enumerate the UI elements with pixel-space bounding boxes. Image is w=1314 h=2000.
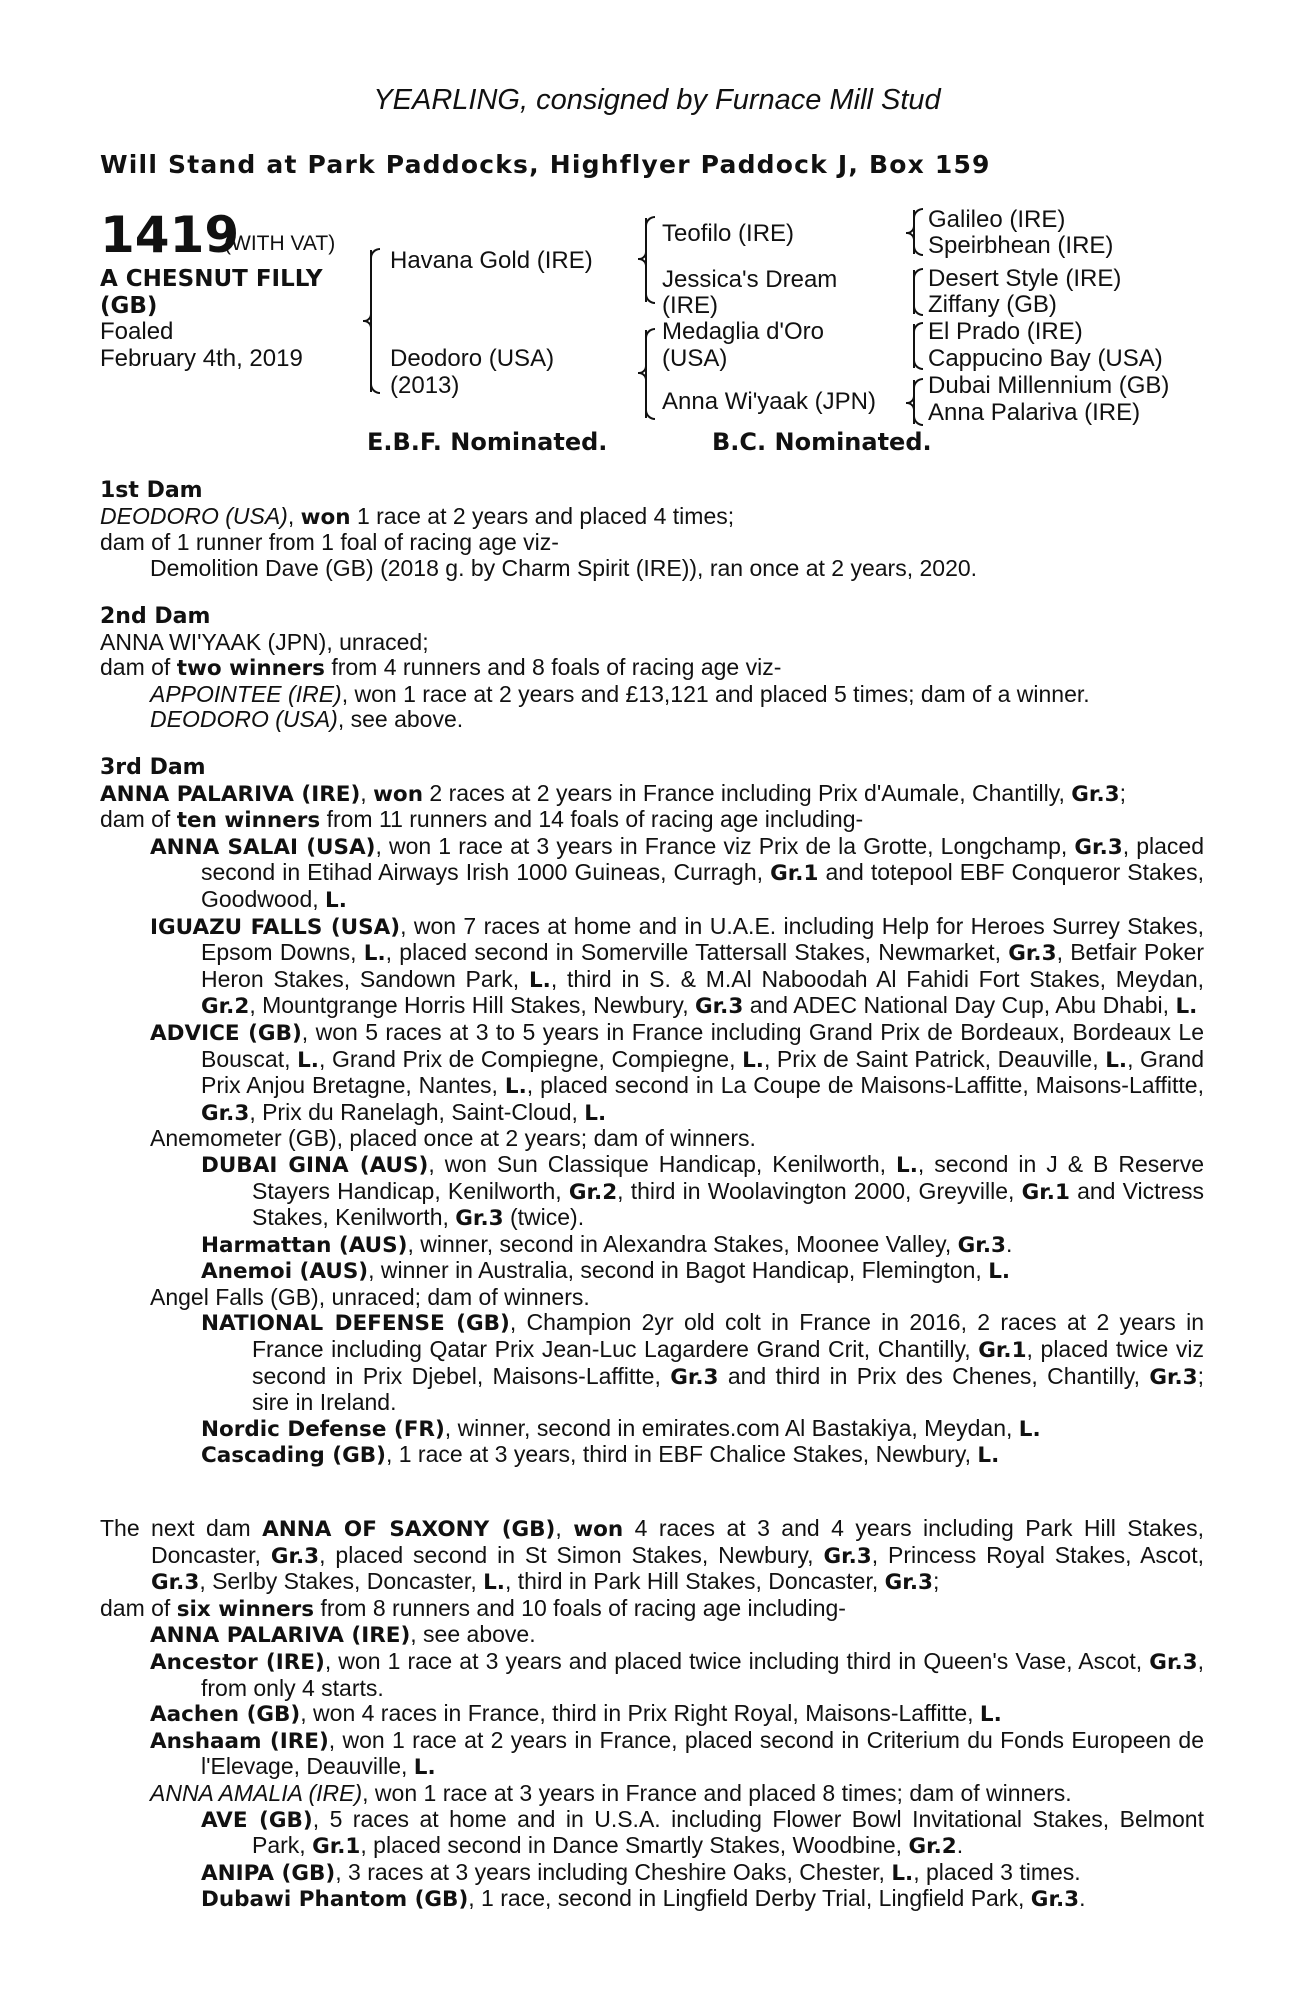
text: , won 1 race at 2 years and £13,121 and placed 5 times; dam of a winner. [341, 680, 1090, 707]
bold-text: L. [363, 941, 386, 967]
second-dam-section [100, 604, 1204, 733]
text: , Prix de Saint Patrick, Deauville, [763, 1045, 1106, 1072]
text: ; [932, 1568, 940, 1595]
text: , 1 race, second in Lingfield Derby Trial, Lingfield Park, [468, 1885, 1031, 1912]
pedigree-brace-2a [645, 218, 655, 302]
text: , Betfair Poker Heron Stakes, Sandown Park, [201, 939, 1205, 992]
first-dam-section [100, 478, 1204, 581]
text: and totepool EBF Conqueror Stakes, Goodwood, [201, 859, 1204, 912]
dam-sire-dam: Cappucino Bay (USA) [928, 345, 1163, 372]
text: . [1079, 1885, 1086, 1912]
bold-text: Gr.3 [670, 1364, 719, 1390]
ebf-nomination: E.B.F. Nominated. [367, 428, 608, 456]
next-dam-section [100, 1516, 1204, 1913]
bold-text: Gr.3 [957, 1232, 1006, 1258]
bold-text: Gr.3 [1071, 781, 1120, 807]
bold-text: L. [1105, 1047, 1128, 1073]
first-dam-heading: 1st Dam [100, 478, 203, 503]
text: , placed second in Etihad Airways Irish 1000 Guineas, Curragh, [201, 832, 1205, 886]
pedigree-brace-1 [370, 250, 380, 392]
pedigree-entry [100, 1596, 1204, 1623]
text: The next dam [100, 1515, 263, 1541]
bold-text: Gr.2 [908, 1834, 957, 1860]
bold-text: Anshaam (IRE) [150, 1728, 329, 1754]
text: , [555, 1515, 574, 1541]
dam-year: (2013) [390, 372, 460, 399]
dam-dam: Anna Wi'yaak (JPN) [662, 388, 876, 415]
third-dam-section [100, 755, 1204, 1469]
pedigree-brace-3c [913, 324, 923, 368]
pedigree-entry [100, 1649, 1204, 1701]
bold-text: won [373, 781, 424, 807]
bold-text: Gr.2 [201, 994, 250, 1020]
third-dam-entries [100, 781, 1204, 1469]
bold-text: IGUAZU FALLS (USA) [150, 914, 401, 940]
sire-sire: Teofilo (IRE) [662, 220, 795, 247]
dam-dam-dam: Anna Palariva (IRE) [928, 399, 1141, 426]
second-dam-heading: 2nd Dam [100, 604, 211, 629]
italic-text: DEODORO (USA) [150, 706, 338, 733]
bold-text: L. [896, 1152, 918, 1178]
foaled-label: Foaled [100, 318, 174, 345]
second-dam-line: ANNA WI'YAAK (JPN), unraced; [100, 628, 429, 655]
bold-text: L. [297, 1047, 319, 1073]
bold-text: L. [325, 887, 347, 913]
bold-text: Gr.3 [695, 994, 744, 1020]
text: ; [1119, 779, 1126, 806]
third-dam-heading: 3rd Dam [100, 755, 206, 780]
bold-text: won [300, 504, 351, 530]
bold-text: ANNA PALARIVA (IRE) [150, 1623, 411, 1649]
text: . [1005, 1230, 1013, 1257]
text: , winner, second in emirates.com Al Bastakiya, Meydan, [444, 1414, 1019, 1441]
bold-text: L. [1018, 1416, 1041, 1442]
bold-text: ANIPA (GB) [201, 1860, 336, 1886]
text: , placed second in La Coupe de Maisons-Laffitte, Maisons-Laffitte, [526, 1072, 1204, 1099]
bold-text: Gr.1 [312, 1834, 361, 1860]
text: , placed second in Dance Smartly Stakes, Woodbine, [360, 1832, 909, 1859]
bold-text: Gr.3 [1149, 1649, 1198, 1675]
dam: Deodoro (USA) [390, 345, 555, 372]
bold-text: L. [528, 967, 551, 993]
text: , won 4 races in France, third in Prix Right Royal, Maisons-Laffitte, [300, 1700, 980, 1727]
text: , Serlby Stakes, Doncaster, [199, 1568, 484, 1595]
bold-text: Gr.3 [201, 1100, 250, 1126]
sire-sire-sire: Galileo (IRE) [928, 206, 1066, 233]
pedigree-entry [100, 834, 1204, 914]
pedigree-entry [100, 1886, 1204, 1913]
text: , see above. [337, 706, 464, 733]
text: , [360, 779, 374, 806]
sire-dam-sire: Desert Style (IRE) [928, 265, 1122, 292]
text: , placed second in Somerville Tattersall Stakes, Newmarket, [385, 939, 1009, 966]
bold-text: Anemoi (AUS) [201, 1259, 369, 1285]
pedigree-entry [100, 1416, 1204, 1443]
pedigree-entry [100, 914, 1204, 1020]
pedigree-brace-3d [913, 380, 923, 424]
bold-text: L. [977, 1443, 1000, 1469]
text: from 4 runners and 8 foals of racing age viz- [324, 654, 782, 681]
text: , see above. [410, 1621, 536, 1648]
pedigree-entry [100, 1728, 1204, 1781]
lot-number: 1419 [100, 206, 240, 264]
text: Anemometer (GB), placed once at 2 years; dam of winners. [150, 1125, 756, 1152]
second-dam-produce [100, 655, 1204, 682]
bold-text: Harmattan (AUS) [201, 1232, 408, 1258]
text: dam of [100, 654, 177, 681]
pedigree-entry [100, 1310, 1204, 1415]
text: , second in J & B Reserve Stayers Handicap, Kenilworth, [252, 1150, 1205, 1204]
bold-text: Gr.3 [1030, 1887, 1080, 1913]
text: (twice). [503, 1204, 585, 1231]
text: , [287, 502, 301, 529]
pedigree-entry [100, 1258, 1204, 1285]
venue-line: Will Stand at Park Paddocks, Highflyer Paddock J, Box 159 [100, 150, 991, 179]
italic-text: APPOINTEE (IRE) [150, 680, 342, 707]
bold-text: AVE (GB) [201, 1807, 313, 1833]
sire: Havana Gold (IRE) [390, 247, 593, 274]
pedigree-brace-3a [913, 210, 923, 254]
italic-text: DEODORO (USA) [100, 502, 288, 529]
pedigree-entry [100, 1781, 1204, 1807]
text: , winner in Australia, second in Bagot Handicap, Flemington, [368, 1257, 989, 1284]
text: , third in S. & M.Al Naboodah Al Fahidi Fort Stakes, Meydan, [550, 965, 1204, 992]
sire-dam-dam: Ziffany (GB) [928, 291, 1057, 318]
text: and Victress Stakes, Kenilworth, [252, 1177, 1205, 1231]
pedigree-entry [100, 781, 1204, 808]
bold-text: won [573, 1517, 624, 1542]
bold-text: Gr.3 [884, 1570, 933, 1596]
text: , winner, second in Alexandra Stakes, Moonee Valley, [407, 1230, 958, 1257]
pedigree-entry [100, 1152, 1204, 1232]
text: from 8 runners and 10 foals of racing age including- [314, 1594, 846, 1621]
bold-text: L. [483, 1570, 505, 1596]
text: , won 1 race at 2 years in France, placed second in Criterium du Fonds Europeen de l'Elevage, Deauville, [201, 1726, 1204, 1780]
pedigree-entry [100, 1516, 1204, 1596]
dam-sire: Medaglia d'Oro [662, 318, 824, 345]
bold-text: Gr.3 [151, 1570, 200, 1596]
text: and ADEC National Day Cup, Abu Dhabi, [743, 992, 1176, 1019]
first-dam-produce: dam of 1 runner from 1 foal of racing age viz- [100, 529, 559, 556]
text: . [956, 1832, 964, 1859]
lot-origin: (GB) [100, 293, 158, 319]
bold-text: ADVICE (GB) [150, 1020, 302, 1046]
second-dam-foal [100, 707, 1204, 733]
text: , won 5 races at 3 to 5 years in France including Grand Prix de Bordeaux, Bordeaux Le Bouscat, [201, 1018, 1204, 1072]
pedigree-entry [100, 1285, 1204, 1311]
first-dam-line [100, 504, 1204, 531]
text: , 1 race at 3 years, third in EBF Chalice Stakes, Newbury, [385, 1441, 978, 1468]
text: , Mountgrange Horris Hill Stakes, Newbury, [249, 992, 695, 1019]
bold-text: Gr.3 [1008, 941, 1057, 967]
bold-text: L. [979, 1702, 1002, 1728]
bold-text: Nordic Defense (FR) [201, 1416, 445, 1442]
sire-sire-dam: Speirbhean (IRE) [928, 232, 1114, 259]
pedigree-entry [100, 1860, 1204, 1887]
text: , placed twice viz second in Prix Djebel, Maisons-Laffitte, [252, 1336, 1204, 1389]
bold-text: ANNA PALARIVA (IRE) [100, 781, 361, 807]
pedigree-entry [100, 1701, 1204, 1728]
bold-text: Gr.1 [978, 1338, 1027, 1364]
bold-text: L. [891, 1860, 914, 1886]
sire-dam-origin: (IRE) [662, 292, 718, 319]
bold-text: L. [413, 1755, 436, 1781]
text: , placed 3 times. [913, 1858, 1081, 1885]
dam-sire-origin: (USA) [662, 345, 728, 372]
bold-text: ANNA SALAI (USA) [150, 834, 376, 860]
text: 4 races at 3 and 4 years including Park Hill Stakes, Doncaster, [151, 1515, 1204, 1568]
text: 2 races at 2 years in France including Prix d'Aumale, Chantilly, [423, 779, 1072, 806]
bold-text: six winners [176, 1596, 315, 1622]
pedigree-entry [100, 1442, 1204, 1469]
bold-text: ten winners [176, 808, 321, 834]
pedigree-entry [100, 1807, 1204, 1860]
bold-text: Aachen (GB) [150, 1702, 301, 1728]
bold-text: two winners [176, 656, 325, 682]
lot-description: A CHESNUT FILLY [100, 266, 323, 292]
bold-text: L. [988, 1259, 1011, 1285]
bold-text: Gr.1 [1021, 1179, 1070, 1205]
text: and third in Prix des Chenes, Chantilly, [718, 1362, 1150, 1389]
bold-text: L. [1175, 994, 1198, 1020]
pedigree-entry [100, 1622, 1204, 1649]
pedigree-brace-3b [913, 270, 923, 314]
text: , won 7 races at home and in U.A.E. including Help for Heroes Surrey Stakes, Epsom Downs, [201, 912, 1204, 966]
pedigree-entry [100, 1020, 1204, 1126]
bold-text: Ancestor (IRE) [150, 1649, 325, 1675]
bold-text: Gr.3 [270, 1543, 320, 1569]
bold-text: Gr.1 [770, 861, 819, 887]
text: , Prix du Ranelagh, Saint-Cloud, [249, 1098, 585, 1125]
text: dam of [100, 806, 177, 833]
bold-text: Gr.2 [568, 1179, 618, 1205]
bold-text: Gr.3 [1149, 1364, 1198, 1390]
vat-label: (WITH VAT) [224, 232, 336, 255]
text: , Grand Prix de Compiegne, Compiegne, [318, 1045, 743, 1072]
bold-text: Dubawi Phantom (GB) [201, 1887, 469, 1913]
bold-text: ANNA OF SAXONY (GB) [262, 1517, 556, 1542]
bold-text: Cascading (GB) [201, 1443, 386, 1469]
text: , from only 4 starts. [201, 1647, 1204, 1701]
text: , third in Woolavington 2000, Greyville, [617, 1177, 1022, 1204]
next-dam-entries [100, 1516, 1204, 1913]
pedigree-entry [100, 1126, 1204, 1152]
dam-dam-sire: Dubai Millennium (GB) [928, 372, 1170, 399]
second-dam-foal [100, 682, 1204, 708]
text: , Princess Royal Stakes, Ascot, [871, 1541, 1205, 1568]
bold-text: L. [504, 1074, 527, 1100]
bold-text: L. [742, 1047, 764, 1073]
page-title: YEARLING, consigned by Furnace Mill Stud [373, 84, 941, 116]
italic-text: ANNA AMALIA (IRE) [150, 1779, 363, 1806]
pedigree-entry [100, 807, 1204, 834]
text: Angel Falls (GB), unraced; dam of winners. [150, 1283, 590, 1310]
foaled-date: February 4th, 2019 [100, 345, 303, 372]
text: , 3 races at 3 years including Cheshire Oaks, Chester, [335, 1858, 892, 1885]
bold-text: Gr.3 [1074, 834, 1123, 860]
text: , won 1 race at 3 years in France and placed 8 times; dam of winners. [362, 1779, 1072, 1806]
bold-text: NATIONAL DEFENSE (GB) [201, 1311, 510, 1337]
bold-text: L. [584, 1100, 607, 1126]
pedigree-brace-2b [645, 330, 655, 418]
text: from 11 runners and 14 foals of racing age including- [320, 806, 864, 833]
bold-text: Gr.3 [823, 1543, 872, 1569]
text: , Champion 2yr old colt in France in 2016, 2 races at 2 years in France including Qatar Prix Jean-Luc Lagardere Grand Crit, Chantilly, [252, 1309, 1205, 1363]
text: ; sire in Ireland. [252, 1362, 1205, 1416]
text: , Grand Prix Anjou Bretagne, Nantes, [201, 1045, 1204, 1099]
text: , won 1 race at 3 years and placed twice including third in Queen's Vase, Ascot, [324, 1647, 1150, 1674]
text: , third in Park Hill Stakes, Doncaster, [504, 1568, 885, 1595]
bold-text: Gr.3 [455, 1206, 504, 1232]
text: , placed second in St Simon Stakes, Newbury, [319, 1541, 824, 1568]
text: 1 race at 2 years and placed 4 times; [350, 502, 735, 529]
first-dam-foal: Demolition Dave (GB) (2018 g. by Charm Spirit (IRE)), ran once at 2 years, 2020. [150, 554, 978, 581]
text: , won 1 race at 3 years in France viz Prix de la Grotte, Longchamp, [375, 832, 1075, 859]
sire-dam: Jessica's Dream [662, 266, 838, 293]
bold-text: DUBAI GINA (AUS) [201, 1152, 429, 1178]
text: , won Sun Classique Handicap, Kenilworth, [428, 1150, 897, 1177]
pedigree-entry [100, 1232, 1204, 1259]
dam-sire-sire: El Prado (IRE) [928, 318, 1083, 345]
text: dam of [100, 1594, 177, 1621]
bc-nomination: B.C. Nominated. [712, 428, 932, 456]
text: , 5 races at home and in U.S.A. including Flower Bowl Invitational Stakes, Belmont Park, [252, 1805, 1204, 1859]
